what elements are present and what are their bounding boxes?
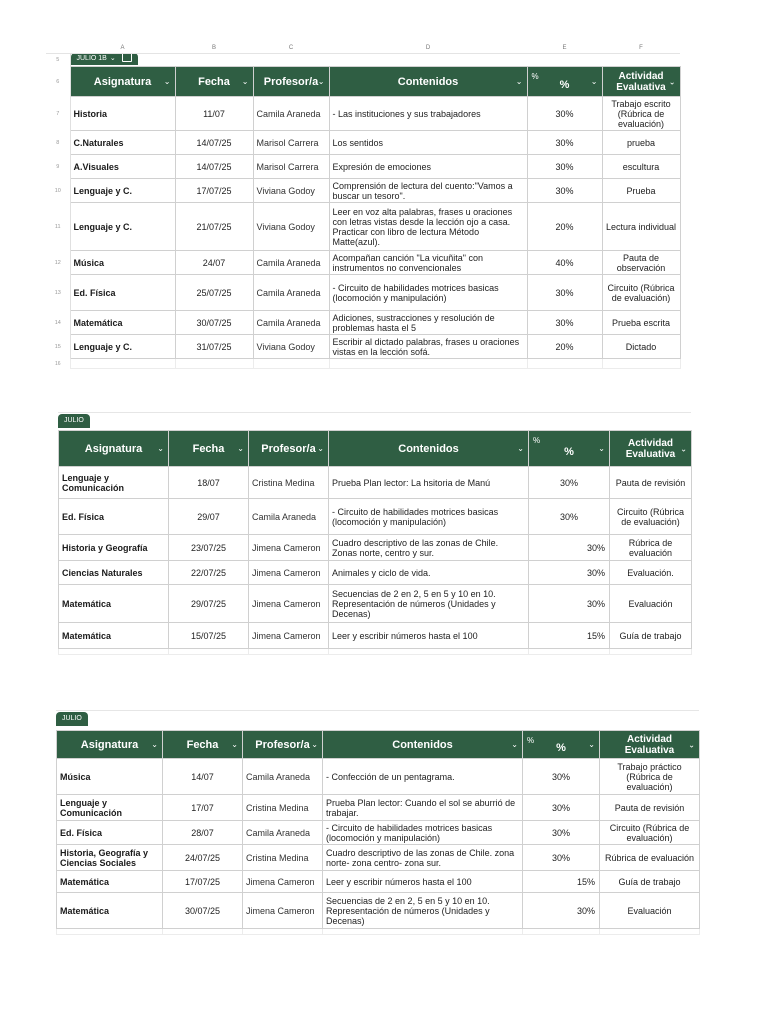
cell-porcentaje[interactable]: 15%	[529, 623, 610, 649]
header-asignatura[interactable]: Asignatura ⌄	[70, 67, 175, 97]
cell-profesor[interactable]: Cristina Medina	[249, 467, 329, 499]
cell-fecha[interactable]: 29/07/25	[169, 585, 249, 623]
cell-actividad[interactable]: Pauta de revisión	[600, 795, 700, 821]
header-actividad[interactable]: Actividad Evaluativa ⌄	[600, 731, 700, 759]
cell-actividad[interactable]: Circuito (Rúbrica de evaluación)	[610, 499, 692, 535]
table-row	[57, 821, 700, 845]
cell-porcentaje[interactable]: 30%	[523, 759, 600, 795]
cell-porcentaje[interactable]: 30%	[529, 499, 610, 535]
header-contenidos[interactable]: Contenidos ⌄	[323, 731, 523, 759]
cell-actividad[interactable]: Lectura individual	[602, 203, 680, 251]
cell-actividad[interactable]: Circuito (Rúbrica de evaluación)	[600, 821, 700, 845]
cell-contenidos[interactable]: Animales y ciclo de vida.	[329, 561, 529, 585]
row-number: 15	[46, 335, 70, 359]
cell-profesor[interactable]: Marisol Carrera	[253, 131, 329, 155]
cell-asignatura[interactable]: Matemática	[59, 623, 169, 649]
cell-porcentaje[interactable]: 30%	[523, 845, 600, 871]
tab-row	[70, 54, 680, 67]
cell-fecha[interactable]: 17/07/25	[175, 179, 253, 203]
cell-asignatura[interactable]: Historia, Geografía y Ciencias Sociales	[57, 845, 163, 871]
cell-contenidos[interactable]: - Confección de un pentagrama.	[323, 759, 523, 795]
cell-actividad[interactable]: Evaluación.	[610, 561, 692, 585]
table-row	[57, 871, 700, 893]
cell-asignatura[interactable]: Matemática	[57, 893, 163, 929]
row-number: 7	[46, 97, 70, 131]
cell-asignatura[interactable]: Historia	[70, 97, 175, 131]
cell-porcentaje[interactable]: 30%	[527, 275, 602, 311]
cell-contenidos[interactable]: - Circuito de habilidades motrices basicas (locomoción y manipulación)	[329, 499, 529, 535]
cell-actividad[interactable]: Dictado	[602, 335, 680, 359]
table-row	[46, 311, 680, 335]
chevron-down-icon[interactable]: ⌄	[231, 739, 238, 749]
header-fecha[interactable]: Fecha ⌄	[169, 431, 249, 467]
cell-contenidos[interactable]: - Circuito de habilidades motrices basicas (locomoción y manipulación)	[323, 821, 523, 845]
cell-contenidos[interactable]: Prueba Plan lector: Cuando el sol se aburrió de trabajar.	[323, 795, 523, 821]
cell-asignatura[interactable]: Lenguaje y Comunicación	[57, 795, 163, 821]
table-header	[46, 67, 680, 97]
cell-asignatura[interactable]: Ed. Física	[70, 275, 175, 311]
chevron-down-icon[interactable]: ⌄	[157, 443, 164, 453]
cell-fecha[interactable]: 30/07/25	[175, 311, 253, 335]
cell-actividad[interactable]: Circuito (Rúbrica de evaluación)	[602, 275, 680, 311]
cell-fecha[interactable]: 18/07	[169, 467, 249, 499]
cell-contenidos[interactable]: Secuencias de 2 en 2, 5 en 5 y 10 en 10. Representación de números (Unidades y Decenas)	[323, 893, 523, 929]
cell-porcentaje[interactable]: 30%	[529, 561, 610, 585]
cell-actividad[interactable]: Trabajo escrito (Rúbrica de evaluación)	[602, 97, 680, 131]
chevron-down-icon[interactable]: ⌄	[590, 76, 598, 86]
row-number: 9	[46, 155, 70, 179]
cell-porcentaje[interactable]: 30%	[527, 311, 602, 335]
cell-fecha[interactable]: 22/07/25	[169, 561, 249, 585]
cell-porcentaje[interactable]: 20%	[527, 203, 602, 251]
cell-actividad[interactable]: Prueba	[602, 179, 680, 203]
chevron-down-icon[interactable]: ⌄	[688, 740, 695, 749]
header-profesor[interactable]: Profesor/a ⌄	[249, 431, 329, 467]
cell-fecha[interactable]: 14/07	[163, 759, 243, 795]
table-row	[46, 97, 680, 131]
cell-actividad[interactable]: Prueba escrita	[602, 311, 680, 335]
table-row	[57, 759, 700, 795]
header-actividad[interactable]: Actividad Evaluativa ⌄	[610, 431, 692, 467]
header-profesor[interactable]: Profesor/a ⌄	[253, 67, 329, 97]
cell-profesor[interactable]: Jimena Cameron	[243, 893, 323, 929]
cell-profesor[interactable]: Camila Araneda	[253, 97, 329, 131]
cell-fecha[interactable]: 23/07/25	[169, 535, 249, 561]
cell-contenidos[interactable]: Adiciones, sustracciones y resolución de problemas hasta el 5	[329, 311, 527, 335]
table-row	[46, 275, 680, 311]
cell-porcentaje[interactable]: 30%	[529, 535, 610, 561]
cell-profesor[interactable]: Camila Araneda	[253, 311, 329, 335]
row-number: 5	[46, 54, 70, 67]
cell-profesor[interactable]: Cristina Medina	[243, 845, 323, 871]
cell-contenidos[interactable]: Cuadro descriptivo de las zonas de Chile. zona norte- zona centro- zona sur.	[323, 845, 523, 871]
chevron-down-icon[interactable]: ⌄	[598, 443, 605, 453]
chevron-down-icon[interactable]: ⌄	[151, 739, 158, 749]
column-letter[interactable]: C	[253, 44, 329, 54]
cell-asignatura[interactable]: Lenguaje y Comunicación	[59, 467, 169, 499]
table-row	[46, 179, 680, 203]
cell-profesor[interactable]: Jimena Cameron	[243, 871, 323, 893]
cell-contenidos[interactable]: Leer y escribir números hasta el 100	[323, 871, 523, 893]
cell-profesor[interactable]: Camila Araneda	[249, 499, 329, 535]
cell-fecha[interactable]: 31/07/25	[175, 335, 253, 359]
cell-fecha[interactable]: 28/07	[163, 821, 243, 845]
cell-asignatura[interactable]: Ed. Física	[59, 499, 169, 535]
column-header-row	[46, 44, 680, 54]
cell-porcentaje[interactable]: 30%	[523, 795, 600, 821]
cell-contenidos[interactable]: Acompañan canción "La vicuñita" con instrumentos no convencionales	[329, 251, 527, 275]
cell-profesor[interactable]: Camila Araneda	[253, 275, 329, 311]
cell-profesor[interactable]: Jimena Cameron	[249, 623, 329, 649]
cell-actividad[interactable]: Guía de trabajo	[600, 871, 700, 893]
chevron-down-icon[interactable]: ⌄	[317, 443, 324, 453]
cell-fecha[interactable]: 29/07	[169, 499, 249, 535]
cell-actividad[interactable]: Pauta de revisión	[610, 467, 692, 499]
chevron-down-icon[interactable]: ⌄	[668, 77, 676, 86]
cell-actividad[interactable]: prueba	[602, 131, 680, 155]
chevron-down-icon[interactable]: ⌄	[680, 444, 687, 453]
row-number: 8	[46, 131, 70, 155]
cell-profesor[interactable]: Jimena Cameron	[249, 561, 329, 585]
row-number: 12	[46, 251, 70, 275]
cell-porcentaje[interactable]: 30%	[529, 585, 610, 623]
header-contenidos[interactable]: Contenidos ⌄	[329, 431, 529, 467]
sheet-tab-label: JULIO 1B	[76, 55, 107, 62]
cell-fecha[interactable]: 15/07/25	[169, 623, 249, 649]
cell-fecha[interactable]: 14/07/25	[175, 155, 253, 179]
cell-actividad[interactable]: Guía de trabajo	[610, 623, 692, 649]
cell-fecha[interactable]: 25/07/25	[175, 275, 253, 311]
header-contenidos[interactable]: Contenidos ⌄	[329, 67, 527, 97]
cell-porcentaje[interactable]: 30%	[527, 131, 602, 155]
cell-asignatura[interactable]: Música	[70, 251, 175, 275]
cell-asignatura[interactable]: Ed. Física	[57, 821, 163, 845]
cell-asignatura[interactable]: Lenguaje y C.	[70, 335, 175, 359]
table-row	[59, 535, 692, 561]
header-fecha[interactable]: Fecha ⌄	[163, 731, 243, 759]
cell-asignatura[interactable]: A.Visuales	[70, 155, 175, 179]
cell-contenidos[interactable]: Expresión de emociones	[329, 155, 527, 179]
table-row	[57, 795, 700, 821]
cell-contenidos[interactable]: - Circuito de habilidades motrices basicas (locomoción y manipulación)	[329, 275, 527, 311]
cell-profesor[interactable]: Camila Araneda	[243, 821, 323, 845]
chevron-down-icon[interactable]: ⌄	[317, 76, 325, 86]
chevron-down-icon[interactable]: ⌄	[241, 76, 249, 86]
cell-porcentaje[interactable]: 30%	[527, 155, 602, 179]
cell-actividad[interactable]: Evaluación	[610, 585, 692, 623]
sheet-tab-label: JULIO	[64, 417, 84, 424]
cell-asignatura[interactable]: Música	[57, 759, 163, 795]
table-row	[46, 335, 680, 359]
cell-actividad[interactable]: Trabajo práctico (Rúbrica de evaluación)	[600, 759, 700, 795]
cell-porcentaje[interactable]: 15%	[523, 871, 600, 893]
table-row	[46, 155, 680, 179]
chevron-down-icon[interactable]: ⌄	[163, 76, 171, 86]
cell-fecha[interactable]: 24/07	[175, 251, 253, 275]
sheet-julio-1b	[46, 44, 681, 369]
table-row	[59, 585, 692, 623]
table-row	[46, 131, 680, 155]
cell-fecha[interactable]: 21/07/25	[175, 203, 253, 251]
column-letter[interactable]: A	[70, 44, 175, 54]
cell-porcentaje[interactable]: 20%	[527, 335, 602, 359]
cell-fecha[interactable]: 24/07/25	[163, 845, 243, 871]
column-letter[interactable]: F	[602, 44, 680, 54]
cell-actividad[interactable]: Evaluación	[600, 893, 700, 929]
chevron-down-icon[interactable]: ⌄	[511, 739, 518, 749]
column-letter[interactable]: B	[175, 44, 253, 54]
header-asignatura[interactable]: Asignatura ⌄	[57, 731, 163, 759]
cell-contenidos[interactable]: Escribir al dictado palabras, frases u oraciones vistas en la lección sofá.	[329, 335, 527, 359]
cell-profesor[interactable]: Jimena Cameron	[249, 535, 329, 561]
header-asignatura[interactable]: Asignatura ⌄	[59, 431, 169, 467]
chevron-down-icon: ⌄	[109, 55, 116, 62]
table-header	[59, 431, 692, 467]
cell-porcentaje[interactable]: 30%	[527, 179, 602, 203]
cell-porcentaje[interactable]: 30%	[523, 821, 600, 845]
cell-asignatura[interactable]: Lenguaje y C.	[70, 179, 175, 203]
empty-row	[59, 649, 692, 655]
chevron-down-icon[interactable]: ⌄	[311, 739, 318, 749]
row-number: 11	[46, 203, 70, 251]
cell-profesor[interactable]: Camila Araneda	[253, 251, 329, 275]
header-pct[interactable]: % % ⌄	[529, 431, 610, 467]
header-actividad[interactable]: Actividad Evaluativa ⌄	[602, 67, 680, 97]
cell-asignatura[interactable]: Matemática	[59, 585, 169, 623]
cell-actividad[interactable]: Rúbrica de evaluación	[600, 845, 700, 871]
cell-porcentaje[interactable]: 30%	[527, 97, 602, 131]
sheet-tab-julio-2b[interactable]	[56, 712, 88, 726]
cell-fecha[interactable]: 17/07/25	[163, 871, 243, 893]
chevron-down-icon[interactable]: ⌄	[588, 739, 595, 749]
chevron-down-icon[interactable]: ⌄	[237, 443, 244, 453]
header-pct[interactable]: % % ⌄	[527, 67, 602, 97]
cell-profesor[interactable]: Jimena Cameron	[249, 585, 329, 623]
cell-contenidos[interactable]: Cuadro descriptivo de las zonas de Chile. Zonas norte, centro y sur.	[329, 535, 529, 561]
sheet-tab-label: JULIO	[62, 715, 82, 722]
cell-contenidos[interactable]: Comprensión de lectura del cuento:"Vamos a buscar un tesoro".	[329, 179, 527, 203]
sheet-tab-julio-1b[interactable]	[71, 54, 138, 66]
empty-row	[46, 359, 680, 369]
cell-contenidos[interactable]: Leer en voz alta palabras, frases u oraciones con letras vistas desde la lección ojo a casa. Practicar con libro de lectura Método Matte(azul).	[329, 203, 527, 251]
chevron-down-icon[interactable]: ⌄	[517, 443, 524, 453]
cell-profesor[interactable]: Camila Araneda	[243, 759, 323, 795]
cell-asignatura[interactable]: C.Naturales	[70, 131, 175, 155]
table-icon	[122, 54, 132, 63]
cell-actividad[interactable]: Pauta de observación	[602, 251, 680, 275]
header-pct[interactable]: % % ⌄	[523, 731, 600, 759]
cell-contenidos[interactable]: Prueba Plan lector: La hsitoria de Manú	[329, 467, 529, 499]
empty-row	[57, 929, 700, 935]
sheet-tab-julio-2a[interactable]	[58, 414, 90, 428]
cell-fecha[interactable]: 14/07/25	[175, 131, 253, 155]
cell-profesor[interactable]: Marisol Carrera	[253, 155, 329, 179]
cell-contenidos[interactable]: - Las instituciones y sus trabajadores	[329, 97, 527, 131]
column-letter[interactable]: D	[329, 44, 527, 54]
table-header	[57, 731, 700, 759]
cell-asignatura[interactable]: Lenguaje y C.	[70, 203, 175, 251]
row-number: 6	[46, 67, 70, 97]
cell-asignatura[interactable]: Matemática	[57, 871, 163, 893]
cell-asignatura[interactable]: Matemática	[70, 311, 175, 335]
cell-contenidos[interactable]: Leer y escribir números hasta el 100	[329, 623, 529, 649]
cell-contenidos[interactable]: Los sentidos	[329, 131, 527, 155]
row-number: 14	[46, 311, 70, 335]
cell-contenidos[interactable]: Secuencias de 2 en 2, 5 en 5 y 10 en 10. Representación de números (Unidades y Decenas)	[329, 585, 529, 623]
cell-profesor[interactable]: Cristina Medina	[243, 795, 323, 821]
cell-porcentaje[interactable]: 30%	[529, 467, 610, 499]
table-row	[59, 623, 692, 649]
row-number: 10	[46, 179, 70, 203]
header-profesor[interactable]: Profesor/a ⌄	[243, 731, 323, 759]
cell-profesor[interactable]: Viviana Godoy	[253, 179, 329, 203]
table-row	[57, 845, 700, 871]
cell-fecha[interactable]: 30/07/25	[163, 893, 243, 929]
cell-actividad[interactable]: Rúbrica de evaluación	[610, 535, 692, 561]
table-row	[46, 251, 680, 275]
cell-actividad[interactable]: escultura	[602, 155, 680, 179]
table-row	[57, 893, 700, 929]
cell-profesor[interactable]: Viviana Godoy	[253, 335, 329, 359]
cell-profesor[interactable]: Viviana Godoy	[253, 203, 329, 251]
cell-porcentaje[interactable]: 40%	[527, 251, 602, 275]
cell-fecha[interactable]: 17/07	[163, 795, 243, 821]
cell-fecha[interactable]: 11/07	[175, 97, 253, 131]
cell-asignatura[interactable]: Ciencias Naturales	[59, 561, 169, 585]
chevron-down-icon[interactable]: ⌄	[515, 76, 523, 86]
row-number: 16	[46, 359, 70, 369]
header-fecha[interactable]: Fecha ⌄	[175, 67, 253, 97]
cell-porcentaje[interactable]: 30%	[523, 893, 600, 929]
cell-asignatura[interactable]: Historia y Geografía	[59, 535, 169, 561]
row-number: 13	[46, 275, 70, 311]
table-row	[59, 561, 692, 585]
column-letter[interactable]: E	[527, 44, 602, 54]
table-row	[59, 467, 692, 499]
table-row	[59, 499, 692, 535]
table-row	[46, 203, 680, 251]
